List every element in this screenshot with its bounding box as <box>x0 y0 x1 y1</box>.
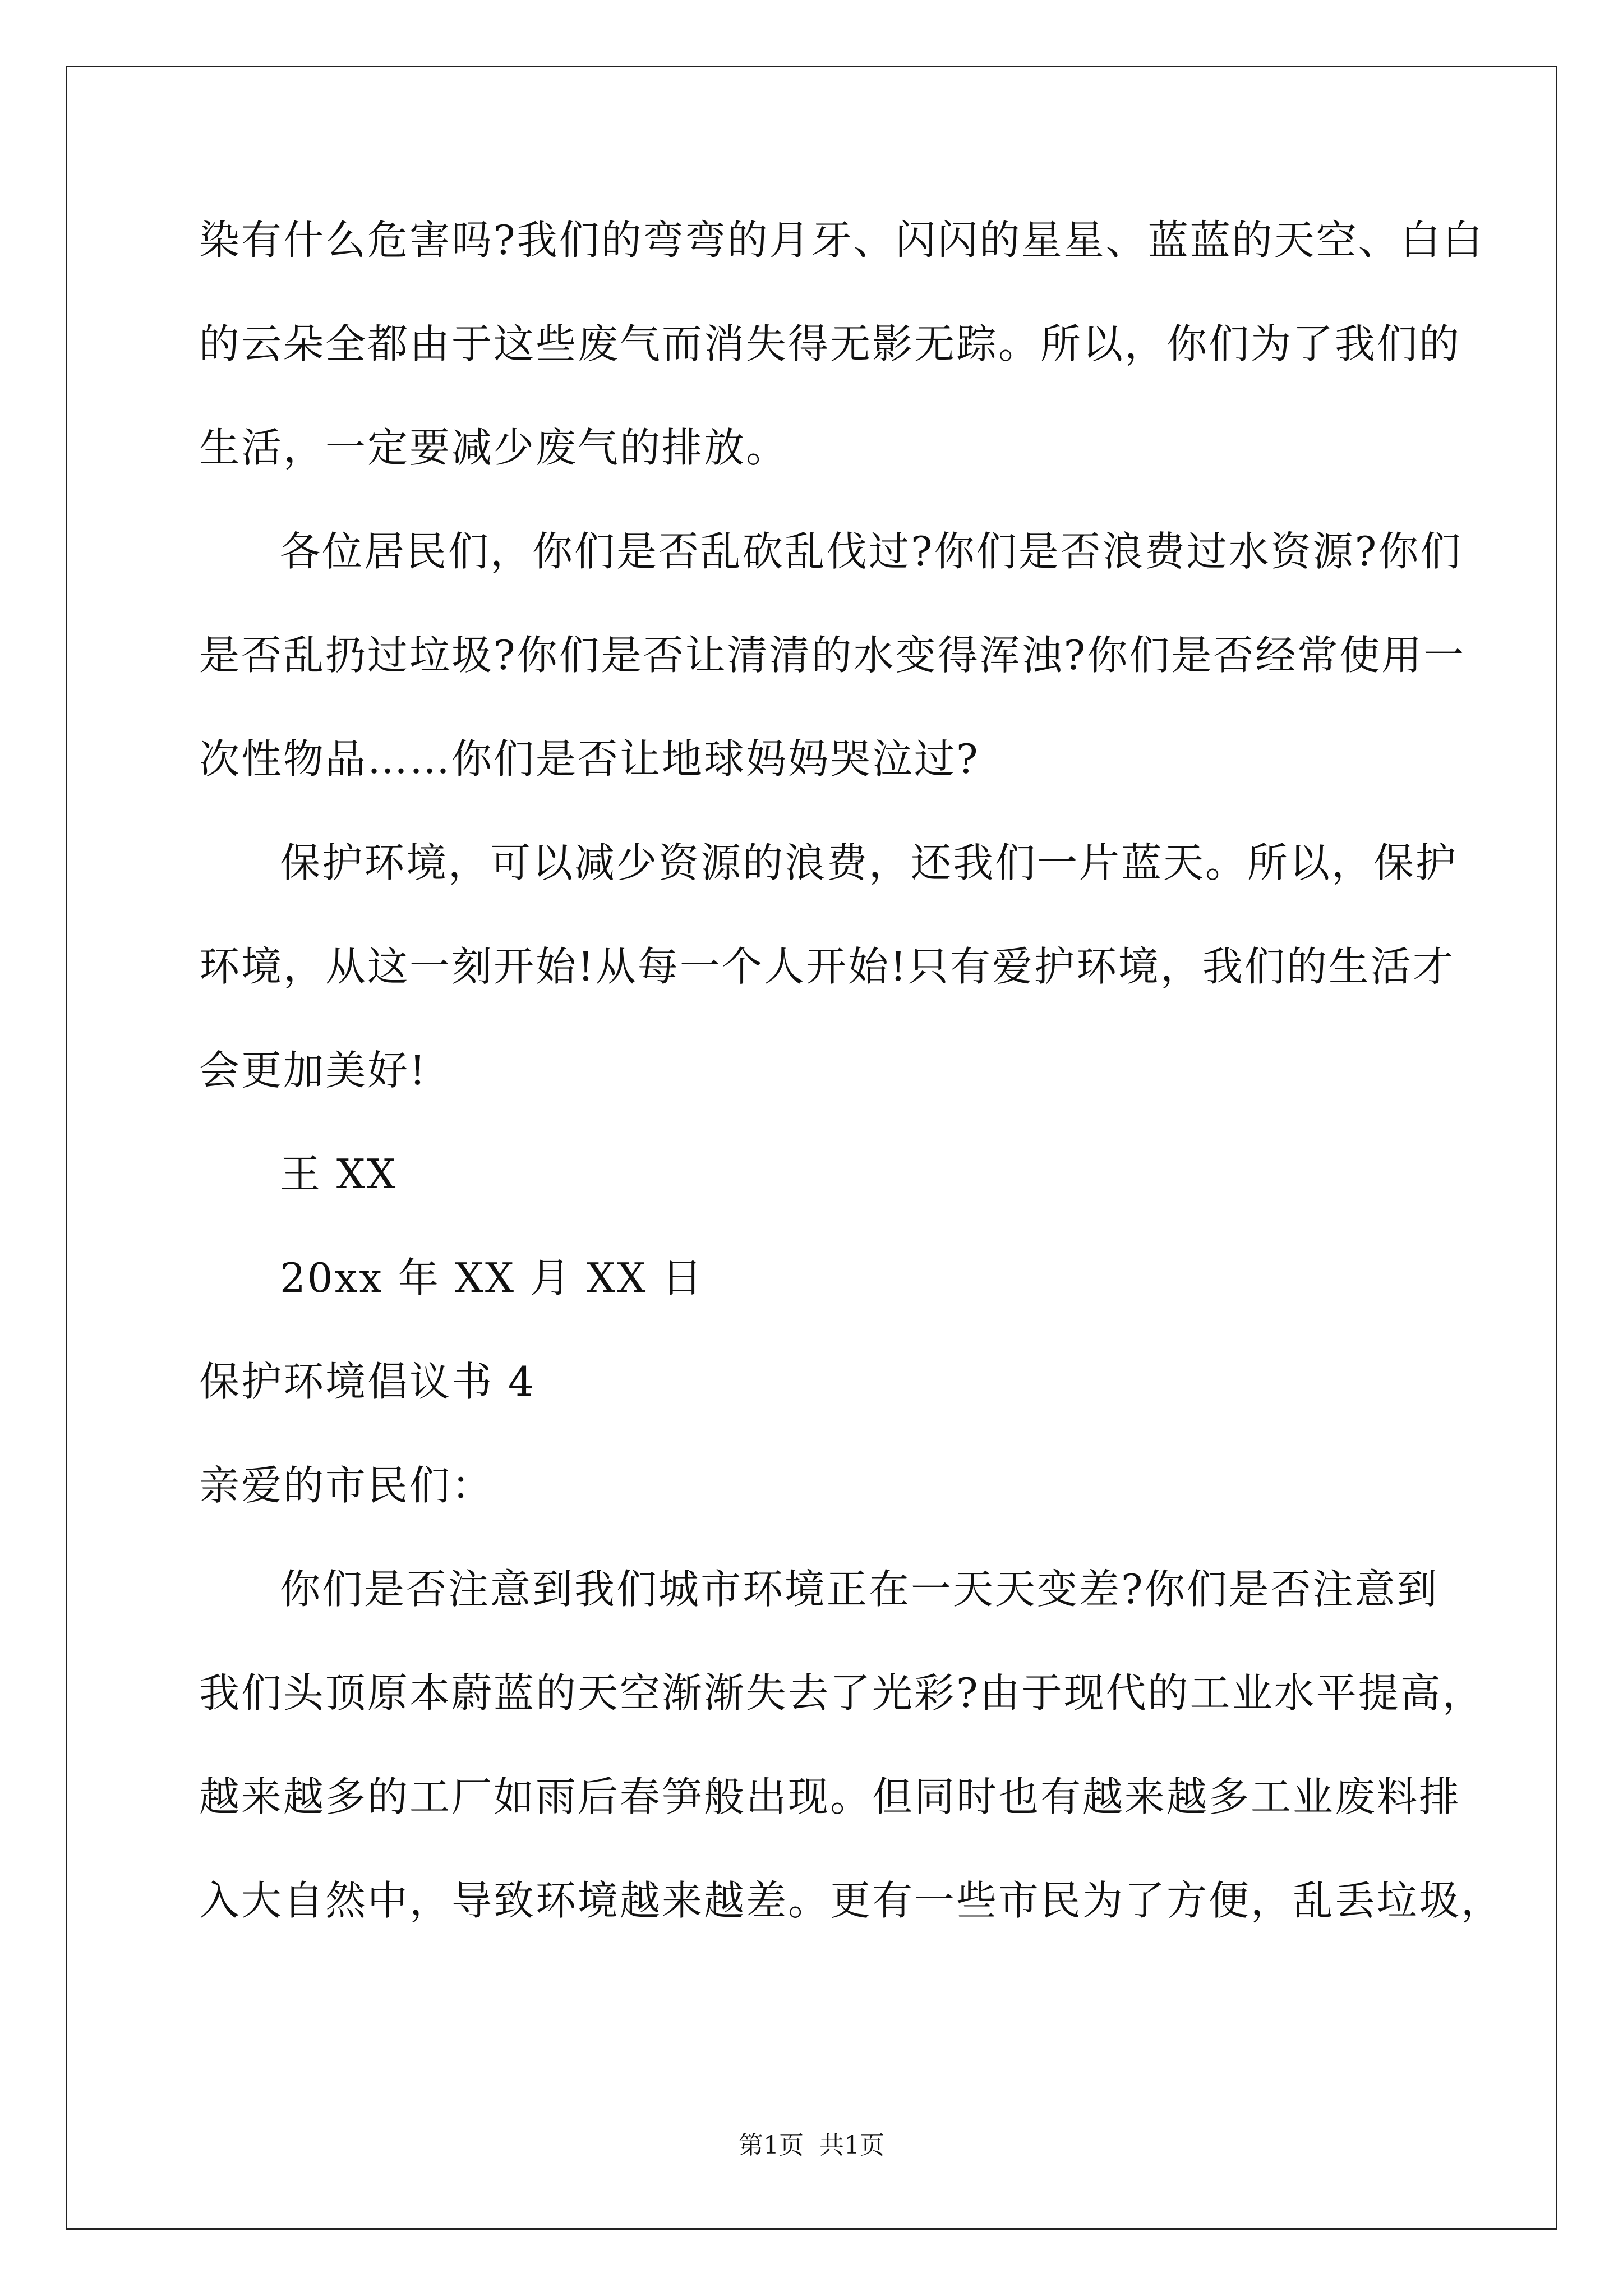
text-line-6: 次性物品……你们是否让地球妈妈哭泣过? <box>199 735 980 783</box>
text-line-3: 生活，一定要减少废气的排放。 <box>199 424 789 471</box>
paragraph-start-line: 各位居民们，你们是否乱砍乱伐过?你们是否浪费过水资源?你们 <box>280 528 1463 575</box>
text-line-9: 会更加美好! <box>199 1047 427 1094</box>
text-line-2: 的云朵全都由于这些废气而消失得无影无踪。所以，你们为了我们的 <box>199 320 1461 367</box>
text-line-1: 染有什么危害吗?我们的弯弯的月牙、闪闪的星星、蓝蓝的天空、白白 <box>199 217 1484 264</box>
text-line-8: 环境，从这一刻开始!从每一个人开始!只有爱护环境，我们的生活才 <box>199 943 1455 990</box>
text-line-17: 入大自然中，导致环境越来越差。更有一些市民为了方便，乱丢垃圾， <box>199 1877 1504 1924</box>
text-line-5: 是否乱扔过垃圾?你们是否让清清的水变得浑浊?你们是否经常使用一 <box>199 632 1466 679</box>
paragraph-start-line: 你们是否注意到我们城市环境正在一天天变差?你们是否注意到 <box>280 1566 1439 1613</box>
section-title: 保护环境倡议书 4 <box>199 1358 536 1405</box>
page-number: 第1页 <box>739 2131 804 2160</box>
signature-name: 王 XX <box>280 1151 398 1198</box>
page-footer <box>0 2129 1623 2162</box>
salutation: 亲爱的市民们： <box>199 1462 494 1509</box>
text-line-16: 越来越多的工厂如雨后春笋般出现。但同时也有越来越多工业废料排 <box>199 1773 1461 1820</box>
paragraph-start-line: 保护环境，可以减少资源的浪费，还我们一片蓝天。所以，保护 <box>280 839 1458 886</box>
signature-date: 20xx 年 XX 月 XX 日 <box>280 1254 704 1301</box>
text-line-15: 我们头顶原本蔚蓝的天空渐渐失去了光彩?由于现代的工业水平提高， <box>199 1669 1484 1717</box>
page-total: 共1页 <box>819 2131 884 2160</box>
